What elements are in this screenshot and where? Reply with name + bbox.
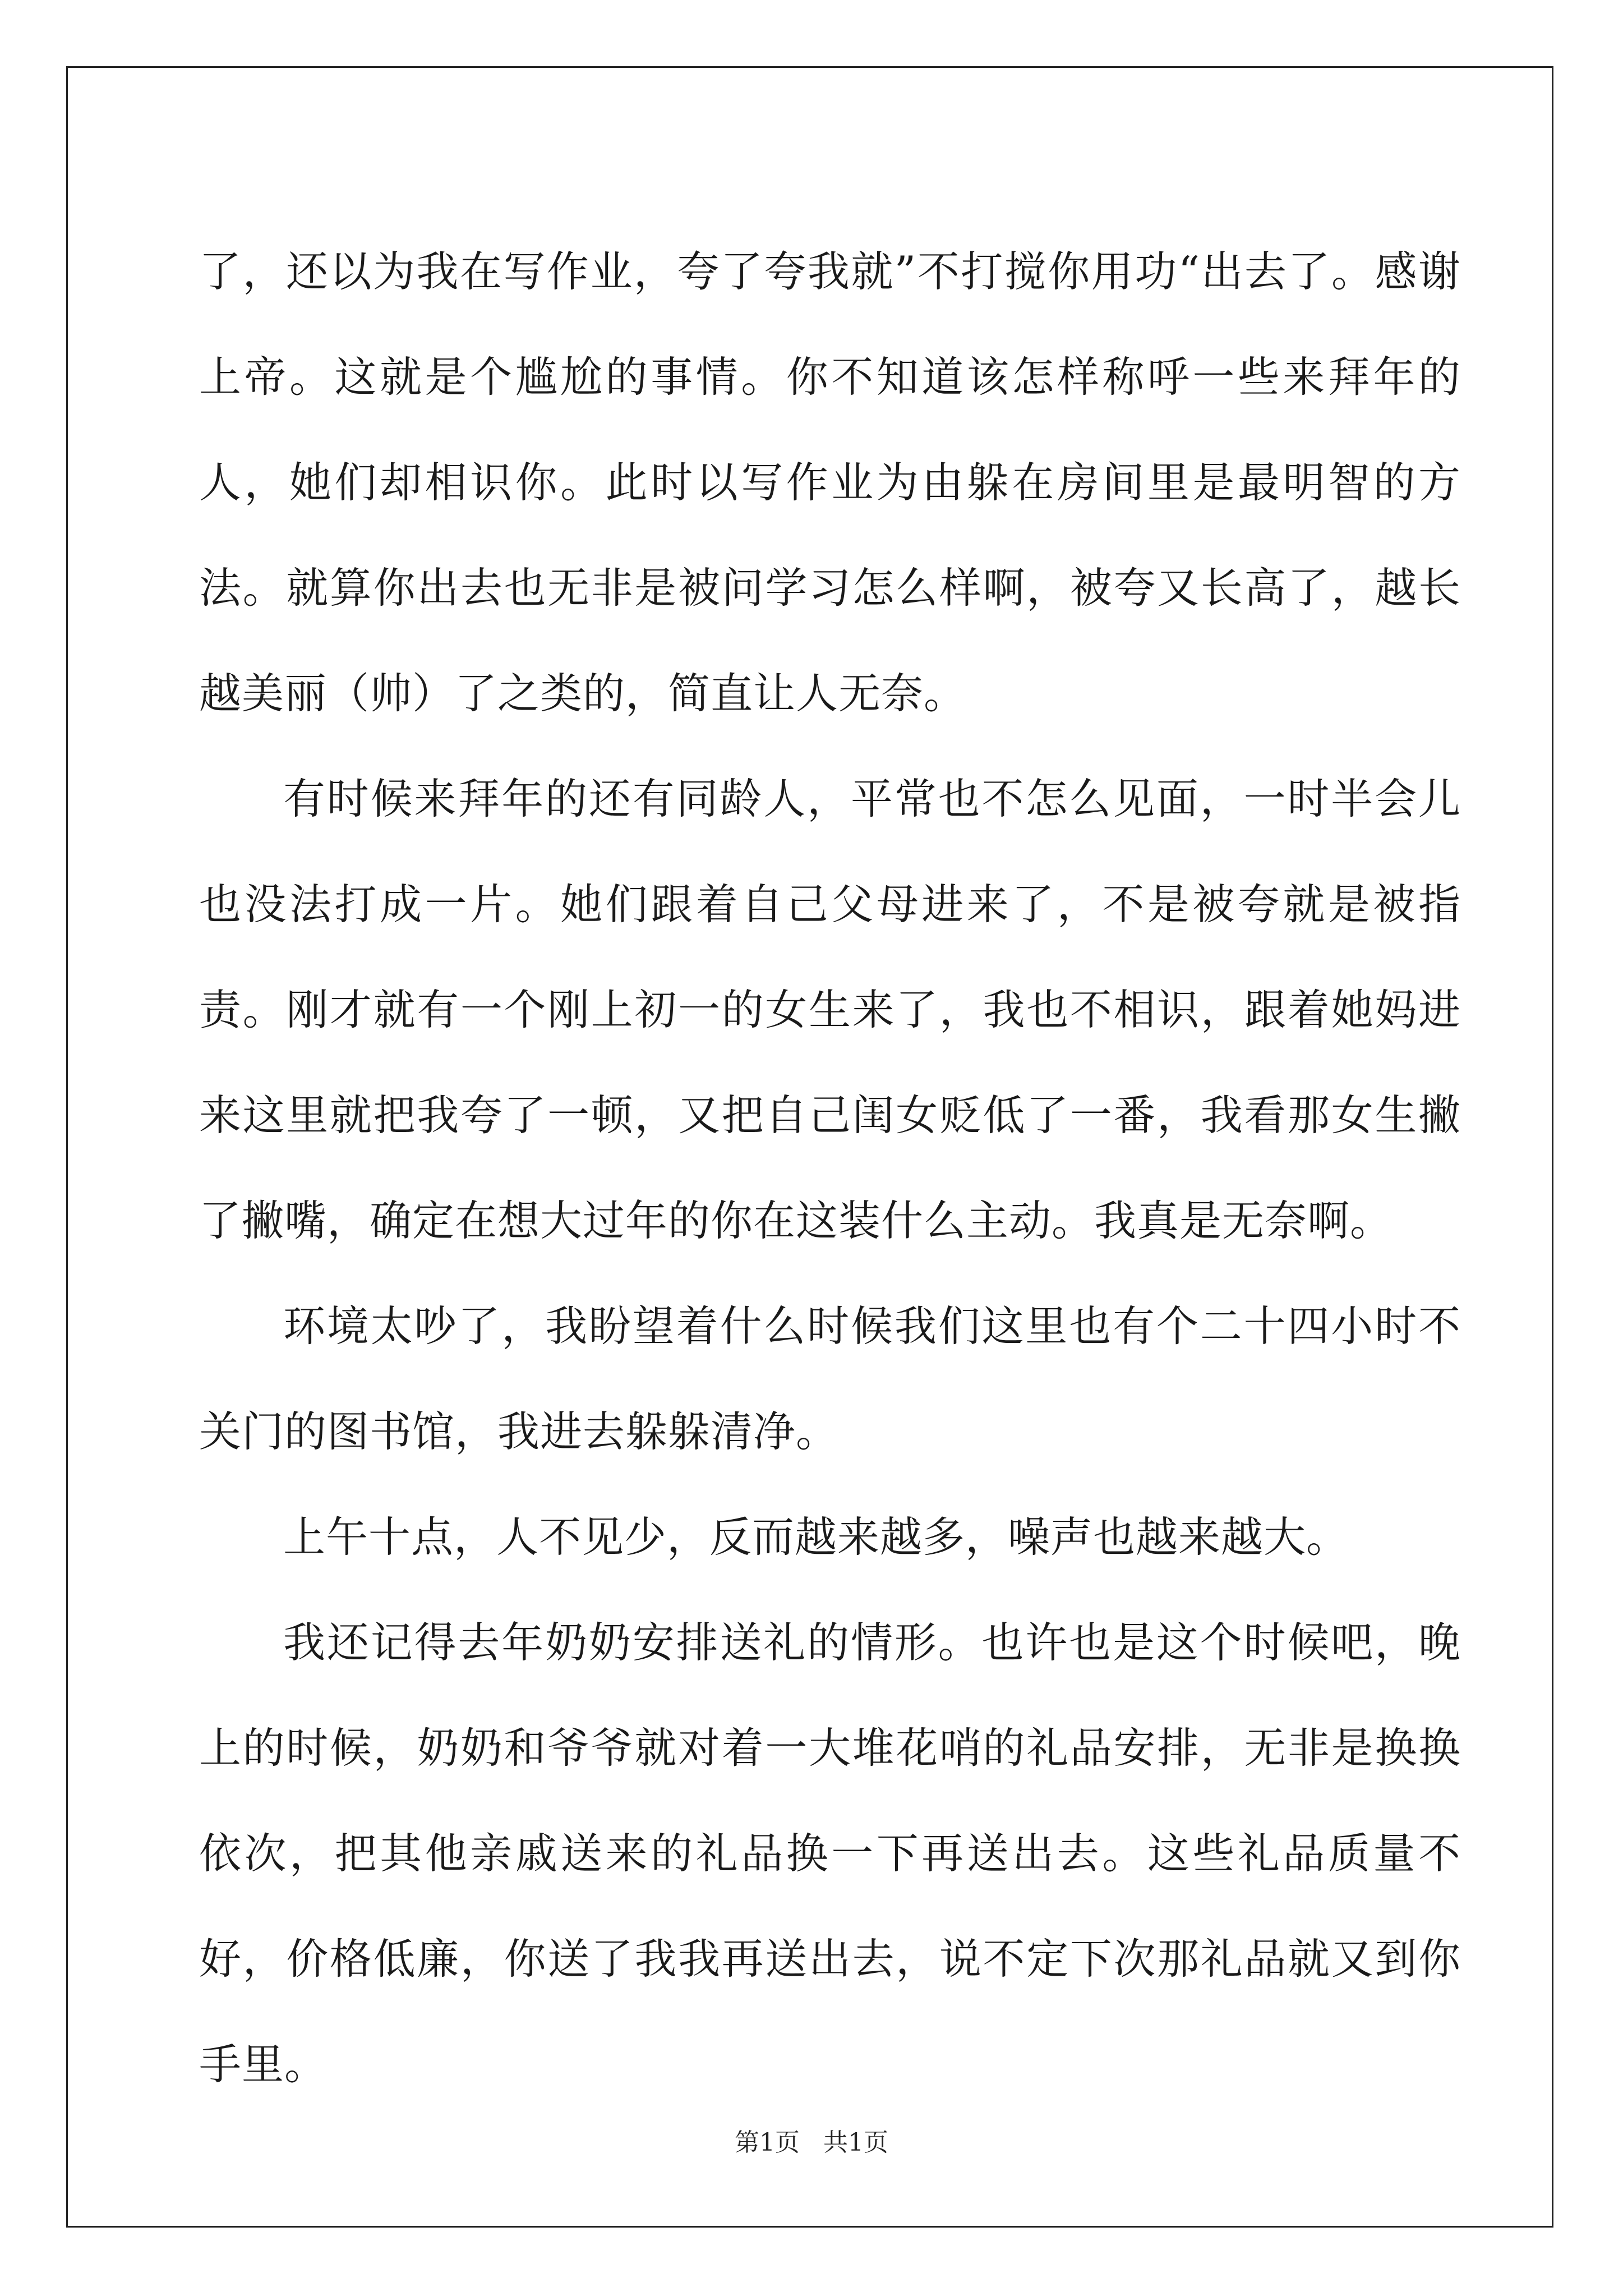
page-number-current: 第1页 bbox=[735, 2128, 800, 2157]
paragraph-3: 环境太吵了，我盼望着什么时候我们这里也有个二十四小时不关门的图书馆，我进去躲躲清净。 bbox=[199, 1301, 1461, 1456]
page-footer bbox=[0, 2126, 1623, 2160]
paragraph-2: 有时候来拜年的还有同龄人，平常也不怎么见面，一时半会儿也没法打成一片。她们跟着自己父母进来了，不是被夸就是被指责。刚才就有一个刚上初一的女生来了，我也不相识，跟着她妈进来这里就把我夸了一顿，又把自己闺女贬低了一番，我看那女生撇了撇嘴，确定在想大过年的你在这装什么主动。我真是无奈啊。 bbox=[199, 774, 1461, 1245]
footer-separator bbox=[800, 2128, 823, 2157]
paragraph-5: 我还记得去年奶奶安排送礼的情形。也许也是这个时候吧，晚上的时候，奶奶和爷爷就对着一大堆花哨的礼品安排，无非是换换依次，把其他亲戚送来的礼品换一下再送出去。这些礼品质量不好，价格低廉，你送了我我再送出去，说不定下次那礼品就又到你手里。 bbox=[199, 1618, 1461, 2089]
paragraph-4: 上午十点，人不见少，反而越来越多，噪声也越来越大。 bbox=[283, 1512, 1349, 1562]
document-body bbox=[199, 219, 1461, 2117]
paragraph-1: 了，还以为我在写作业，夸了夸我就”不打搅你用功“出去了。感谢上帝。这就是个尴尬的事情。你不知道该怎样称呼一些来拜年的人，她们却相识你。此时以写作业为由躲在房间里是最明智的方法。就算你出去也无非是被问学习怎么样啊，被夸又长高了，越长越美丽（帅）了之类的，简直让人无奈。 bbox=[199, 247, 1461, 718]
page-number-total: 共1页 bbox=[823, 2128, 888, 2157]
